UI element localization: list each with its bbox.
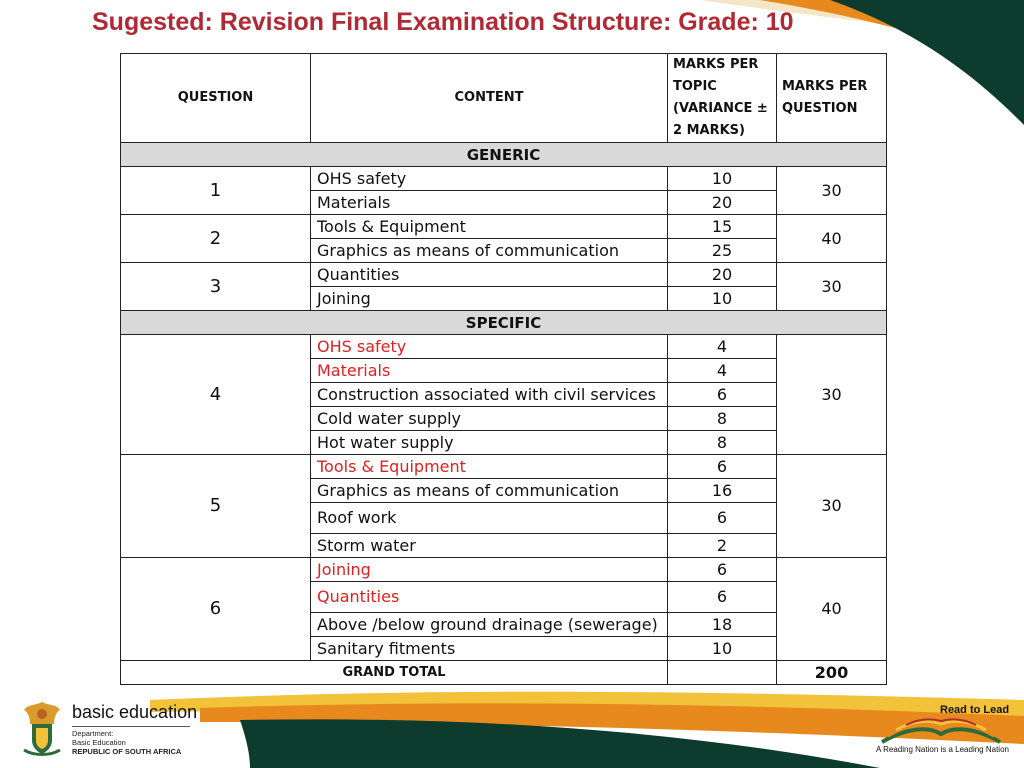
country-name: REPUBLIC OF SOUTH AFRICA — [72, 747, 182, 756]
question-number: 4 — [121, 335, 311, 455]
topic-name: Tools & Equipment — [311, 455, 668, 479]
topic-marks: 20 — [668, 263, 777, 287]
open-book-icon — [876, 714, 1006, 746]
topic-name: OHS safety — [311, 167, 668, 191]
topic-name: Storm water — [311, 534, 668, 558]
section-row — [121, 311, 887, 335]
table-row — [121, 167, 887, 191]
topic-marks: 10 — [668, 287, 777, 311]
topic-marks: 10 — [668, 637, 777, 661]
topic-name: Sanitary fitments — [311, 637, 668, 661]
topic-marks: 8 — [668, 407, 777, 431]
question-number: 5 — [121, 455, 311, 558]
topic-marks: 4 — [668, 359, 777, 383]
topic-marks: 2 — [668, 534, 777, 558]
topic-name: Tools & Equipment — [311, 215, 668, 239]
topic-marks: 6 — [668, 383, 777, 407]
topic-name: Joining — [311, 558, 668, 582]
basic-education-logo — [20, 700, 198, 760]
question-number: 1 — [121, 167, 311, 215]
section-row — [121, 143, 887, 167]
question-marks: 40 — [777, 215, 887, 263]
topic-name: Quantities — [311, 263, 668, 287]
topic-marks: 10 — [668, 167, 777, 191]
topic-marks: 6 — [668, 503, 777, 534]
topic-name: Materials — [311, 359, 668, 383]
table-row — [121, 263, 887, 287]
question-number: 6 — [121, 558, 311, 661]
topic-name: Joining — [311, 287, 668, 311]
basic-education-name: basic education — [72, 702, 198, 722]
header-marks-per-topic: MARKS PER TOPIC (VARIANCE ± 2 MARKS) — [668, 54, 777, 143]
header-marks-per-question: MARKS PER QUESTION — [777, 54, 887, 143]
topic-name: OHS safety — [311, 335, 668, 359]
topic-name: Construction associated with civil services — [311, 383, 668, 407]
table-header-row — [121, 54, 887, 143]
topic-name: Graphics as means of communication — [311, 239, 668, 263]
topic-name: Quantities — [311, 582, 668, 613]
topic-marks: 25 — [668, 239, 777, 263]
topic-name: Materials — [311, 191, 668, 215]
table-row — [121, 215, 887, 239]
department-name: Basic Education — [72, 738, 126, 747]
section-label: GENERIC — [121, 143, 887, 167]
read-to-lead-logo — [872, 700, 1012, 762]
topic-marks: 16 — [668, 479, 777, 503]
grand-total-row — [121, 661, 887, 685]
grand-total-value: 200 — [777, 661, 887, 685]
topic-marks: 8 — [668, 431, 777, 455]
question-marks: 40 — [777, 558, 887, 661]
topic-name: Hot water supply — [311, 431, 668, 455]
topic-marks: 15 — [668, 215, 777, 239]
section-label: SPECIFIC — [121, 311, 887, 335]
topic-name: Above /below ground drainage (sewerage) — [311, 613, 668, 637]
topic-name: Cold water supply — [311, 407, 668, 431]
topic-marks: 6 — [668, 455, 777, 479]
topic-marks: 6 — [668, 582, 777, 613]
topic-name: Roof work — [311, 503, 668, 534]
question-marks: 30 — [777, 167, 887, 215]
table-row — [121, 335, 887, 359]
topic-marks: 18 — [668, 613, 777, 637]
topic-marks: 6 — [668, 558, 777, 582]
coat-of-arms-icon — [20, 700, 64, 758]
grand-total-label: GRAND TOTAL — [121, 661, 668, 685]
topic-marks: 4 — [668, 335, 777, 359]
table-row — [121, 558, 887, 582]
question-marks: 30 — [777, 335, 887, 455]
grand-total-empty-cell — [668, 661, 777, 685]
question-number: 3 — [121, 263, 311, 311]
read-to-lead-name: Read to Lead — [940, 704, 1010, 716]
read-to-lead-tagline: A Reading Nation is a Leading Nation — [876, 745, 1009, 754]
question-number: 2 — [121, 215, 311, 263]
department-label: Department: — [72, 729, 114, 738]
topic-marks: 20 — [668, 191, 777, 215]
header-content: CONTENT — [311, 54, 668, 143]
question-marks: 30 — [777, 455, 887, 558]
header-question: QUESTION — [121, 54, 311, 143]
page-title: Sugested: Revision Final Examination Structure: Grade: 10 — [92, 8, 794, 36]
table-row — [121, 455, 887, 479]
logo-divider — [72, 726, 190, 727]
question-marks: 30 — [777, 263, 887, 311]
topic-name: Graphics as means of communication — [311, 479, 668, 503]
exam-structure-table — [120, 53, 887, 685]
